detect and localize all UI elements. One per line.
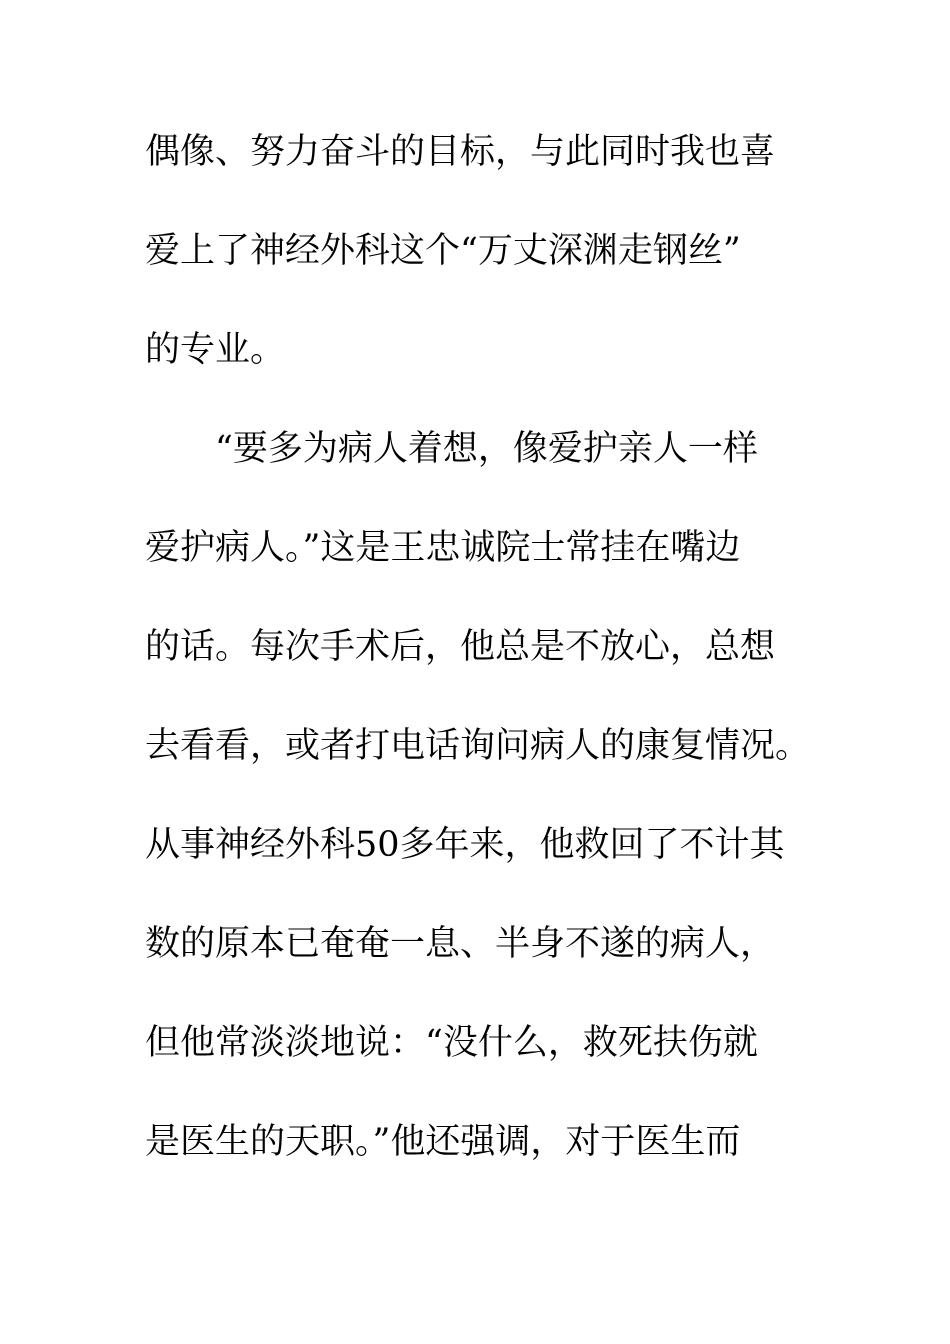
text-line-4: “要多为病人着想，像爱护亲人一样 bbox=[145, 429, 758, 469]
text-line-5: 爱护病人。”这是王忠诚院士常挂在嘴边 bbox=[145, 528, 741, 568]
text-line-11: 是医生的天职。”他还强调，对于医生而 bbox=[145, 1122, 741, 1162]
text-line-1: 偶像、努力奋斗的目标，与此同时我也喜 bbox=[145, 132, 776, 172]
text-line-6: 的话。每次手术后，他总是不放心，总想 bbox=[145, 627, 776, 667]
text-line-10: 但他常淡淡地说：“没什么，救死扶伤就 bbox=[145, 1023, 758, 1063]
text-line-9: 数的原本已奄奄一息、半身不遂的病人， bbox=[145, 924, 776, 964]
text-line-2: 爱上了神经外科这个“万丈深渊走钢丝” bbox=[145, 231, 741, 271]
text-line-7: 去看看，或者打电话询问病人的康复情况。 bbox=[145, 726, 811, 766]
text-line-8: 从事神经外科50多年来，他救回了不计其 bbox=[145, 825, 785, 865]
text-line-3: 的专业。 bbox=[145, 330, 286, 370]
